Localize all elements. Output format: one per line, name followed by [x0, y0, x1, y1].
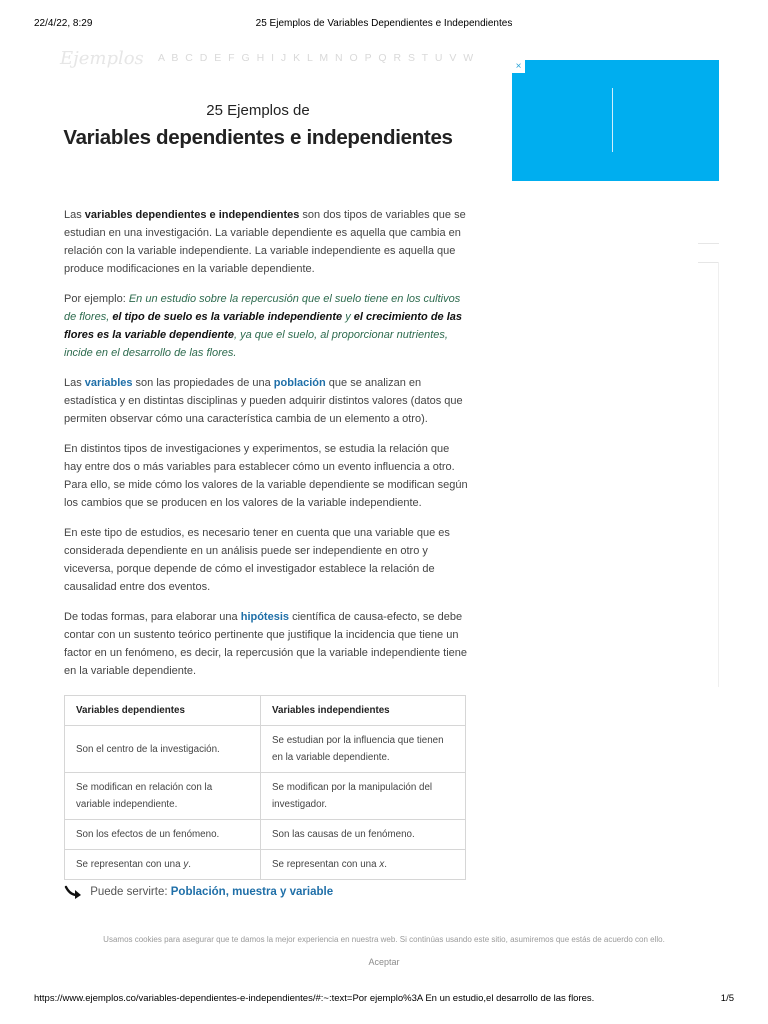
article-title: Variables dependientes e independientes: [63, 126, 453, 149]
example-dependent: el crecimiento de las flores es la variable dependiente: [64, 311, 463, 341]
sidebar-divider: [698, 262, 719, 263]
table-cell: Se modifican en relación con la variable independiente.: [65, 773, 261, 820]
cell-text: Se representan con una: [272, 859, 380, 870]
accept-cookies-button[interactable]: Aceptar: [368, 957, 400, 967]
site-nav: [60, 48, 520, 70]
variable-symbol: x: [379, 859, 385, 870]
hypothesis-paragraph: [64, 608, 469, 680]
text: Las: [64, 377, 85, 389]
table-cell: Son el centro de la investigación.: [65, 726, 261, 773]
site-logo[interactable]: Ejemplos: [60, 48, 144, 69]
alphabet-index[interactable]: A B C D E F G H I J K L M N O P Q R S T U V W: [158, 52, 476, 64]
table-header-row: [65, 696, 466, 726]
print-date: 22/4/22, 8:29: [34, 18, 93, 29]
example-text: En un estudio sobre la repercusión que el suelo tiene en los cultivos de flores,: [64, 293, 461, 323]
text: que se analizan en estadística y en distintas disciplinas y pueden adquirir distintos valores (datos que permiten observar cómo una característica cambia de un elemento a otro).: [64, 377, 463, 425]
table-cell: Son los efectos de un fenómeno.: [65, 820, 261, 850]
cell-text: Se representan con una: [76, 859, 184, 870]
example-text: , ya que el suelo, al proporcionar nutrientes, incide en el desarrollo de las flores.: [64, 329, 448, 359]
text: científica de causa-efecto, se debe contar con un sustento teórico pertinente que justifique la incidencia que tiene un factor en un fenómeno, es decir, la repercusión que la variable independiente tiene en la variable dependiente.: [64, 611, 467, 677]
column-header: Variables independientes: [261, 696, 466, 726]
column-header: Variables dependientes: [65, 696, 261, 726]
table-cell: Se estudian por la influencia que tienen en la variable dependiente.: [261, 726, 466, 773]
print-header: [34, 18, 734, 32]
text: De todas formas, para elaborar una: [64, 611, 241, 623]
sidebar-rule: [718, 262, 719, 687]
sidebar-divider: [698, 243, 719, 244]
article-subtitle: 25 Ejemplos de: [206, 102, 310, 119]
intro-paragraph: [64, 206, 469, 278]
table-cell: Se representan con una x.: [261, 850, 466, 880]
comparison-table: [64, 695, 466, 880]
ad-banner[interactable]: [512, 60, 719, 181]
example-independent: el tipo de suelo es la variable independiente: [112, 311, 343, 323]
poblacion-link[interactable]: población: [273, 377, 326, 389]
example-text: y: [342, 311, 354, 323]
table-row: [65, 773, 466, 820]
related-article: [64, 884, 333, 900]
related-label: Puede servirte:: [90, 886, 171, 899]
example-paragraph: [64, 290, 469, 362]
table-cell: Se modifican por la manipulación del investigador.: [261, 773, 466, 820]
text: son dos tipos de variables que se estudian en una investigación. La variable dependiente es aquella que cambia en relación con la variable independiente. La variable independiente es aquella que produce modificaciones en la variable dependiente.: [64, 209, 466, 275]
article-body: [64, 206, 469, 692]
print-url: https://www.ejemplos.co/variables-dependientes-e-independientes/#:~:text=Por ejemplo%3A En un estudio,el desarrollo de las flores.: [34, 993, 595, 1004]
arrow-right-icon: [64, 884, 84, 900]
variables-link[interactable]: variables: [84, 377, 133, 389]
related-link[interactable]: Población, muestra y variable: [170, 886, 334, 899]
example-label: Por ejemplo:: [64, 293, 129, 305]
print-title: 25 Ejemplos de Variables Dependientes e Independientes: [255, 18, 513, 29]
print-footer: [34, 993, 734, 1007]
table-row: [65, 726, 466, 773]
cookie-notice: Usamos cookies para asegurar que te damos la mejor experiencia en nuestra web. Si continúas usando este sitio, asumiremos que estás de acuerdo con ello.: [103, 935, 665, 944]
table-cell: Se representan con una y.: [65, 850, 261, 880]
text: son las propiedades de una: [132, 377, 274, 389]
table-row: [65, 850, 466, 880]
variable-symbol: y: [183, 859, 189, 870]
table-row: [65, 820, 466, 850]
variables-paragraph: [64, 374, 469, 428]
bold-term: variables dependientes e independientes: [84, 209, 300, 221]
relation-paragraph: En distintos tipos de investigaciones y experimentos, se estudia la relación que hay entre dos o más variables para establecer cómo un evento influencia a otro. Para ello, se mide cómo los valores de la variable dependiente se modifican según los cambios que se producen en los valores de la variable independiente.: [64, 443, 468, 509]
causality-paragraph: En este tipo de estudios, es necesario tener en cuenta que una variable que es considerada dependiente en un análisis puede ser independiente en otro y viceversa, porque depende de cómo el investigador establece la relación de causalidad entre dos eventos.: [64, 527, 450, 593]
ad-divider: [612, 88, 613, 152]
print-page-number: 1/5: [720, 993, 734, 1004]
hipotesis-link[interactable]: hipótesis: [240, 611, 290, 623]
text: Las: [64, 209, 85, 221]
table-cell: Son las causas de un fenómeno.: [261, 820, 466, 850]
close-icon[interactable]: ×: [512, 60, 525, 73]
